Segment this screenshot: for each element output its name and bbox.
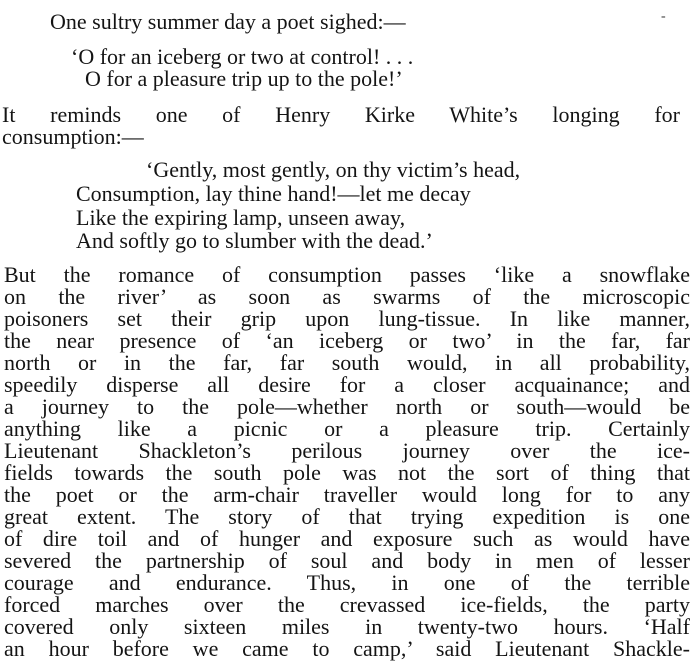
paragraph-line: of dire toil and of hunger and exposure such as would have [4, 526, 690, 551]
transition-line-1: It reminds one of Henry Kirke White’s longing for [2, 102, 680, 127]
quatrain-line-3: Like the expiring lamp, unseen away, [76, 205, 406, 230]
paragraph-line: Lieutenant Shackleton’s perilous journey over the ice- [4, 438, 690, 463]
quatrain-line-1: ‘Gently, most gently, on thy victim’s head, [146, 157, 521, 182]
paragraph-line: anything like a picnic or a pleasure trip. Certainly [4, 416, 690, 441]
paragraph-line: the poet or the arm-chair traveller would long for to any [4, 482, 690, 507]
paragraph-line: great extent. The story of that trying expedition is one [4, 504, 690, 529]
couplet-line-1: ‘O for an iceberg or two at control! . . . [71, 44, 414, 69]
paragraph-line: forced marches over the crevassed ice-fields, the party [4, 592, 690, 617]
paragraph-line: severed the partnership of soul and body in men of lesser [4, 548, 690, 573]
paragraph-line: But the romance of consumption passes ‘like a snowflake [4, 262, 690, 287]
paragraph-line: covered only sixteen miles in twenty-two hours. ‘Half [4, 614, 690, 639]
paragraph-line: fields towards the south pole was not the sort of thing that [4, 460, 690, 485]
paragraph-line: courage and endurance. Thus, in one of the terrible [4, 570, 690, 595]
paragraph-line: poisoners set their grip upon lung-tissue. In like manner, [4, 306, 690, 331]
quatrain-line-4: And softly go to slumber with the dead.’ [76, 228, 433, 253]
paragraph-line: the near presence of ‘an iceberg or two’ in the far, far [4, 328, 690, 353]
paragraph-line: an hour before we came to camp,’ said Lieutenant Shackle- [4, 636, 690, 661]
paragraph-line: on the river’ as soon as swarms of the microscopic [4, 284, 690, 309]
margin-mark: - [661, 9, 666, 24]
quatrain-line-2: Consumption, lay thine hand!—let me decay [76, 181, 471, 206]
transition-line-2: consumption:— [2, 124, 144, 149]
couplet-line-2: O for a pleasure trip up to the pole!’ [85, 66, 403, 91]
intro-line: One sultry summer day a poet sighed:— [50, 9, 406, 34]
paragraph-line: a journey to the pole—whether north or south—would be [4, 394, 690, 419]
paragraph-line: north or in the far, far south would, in all probability, [4, 350, 690, 375]
paragraph-line: speedily disperse all desire for a closer acquainance; and [4, 372, 690, 397]
